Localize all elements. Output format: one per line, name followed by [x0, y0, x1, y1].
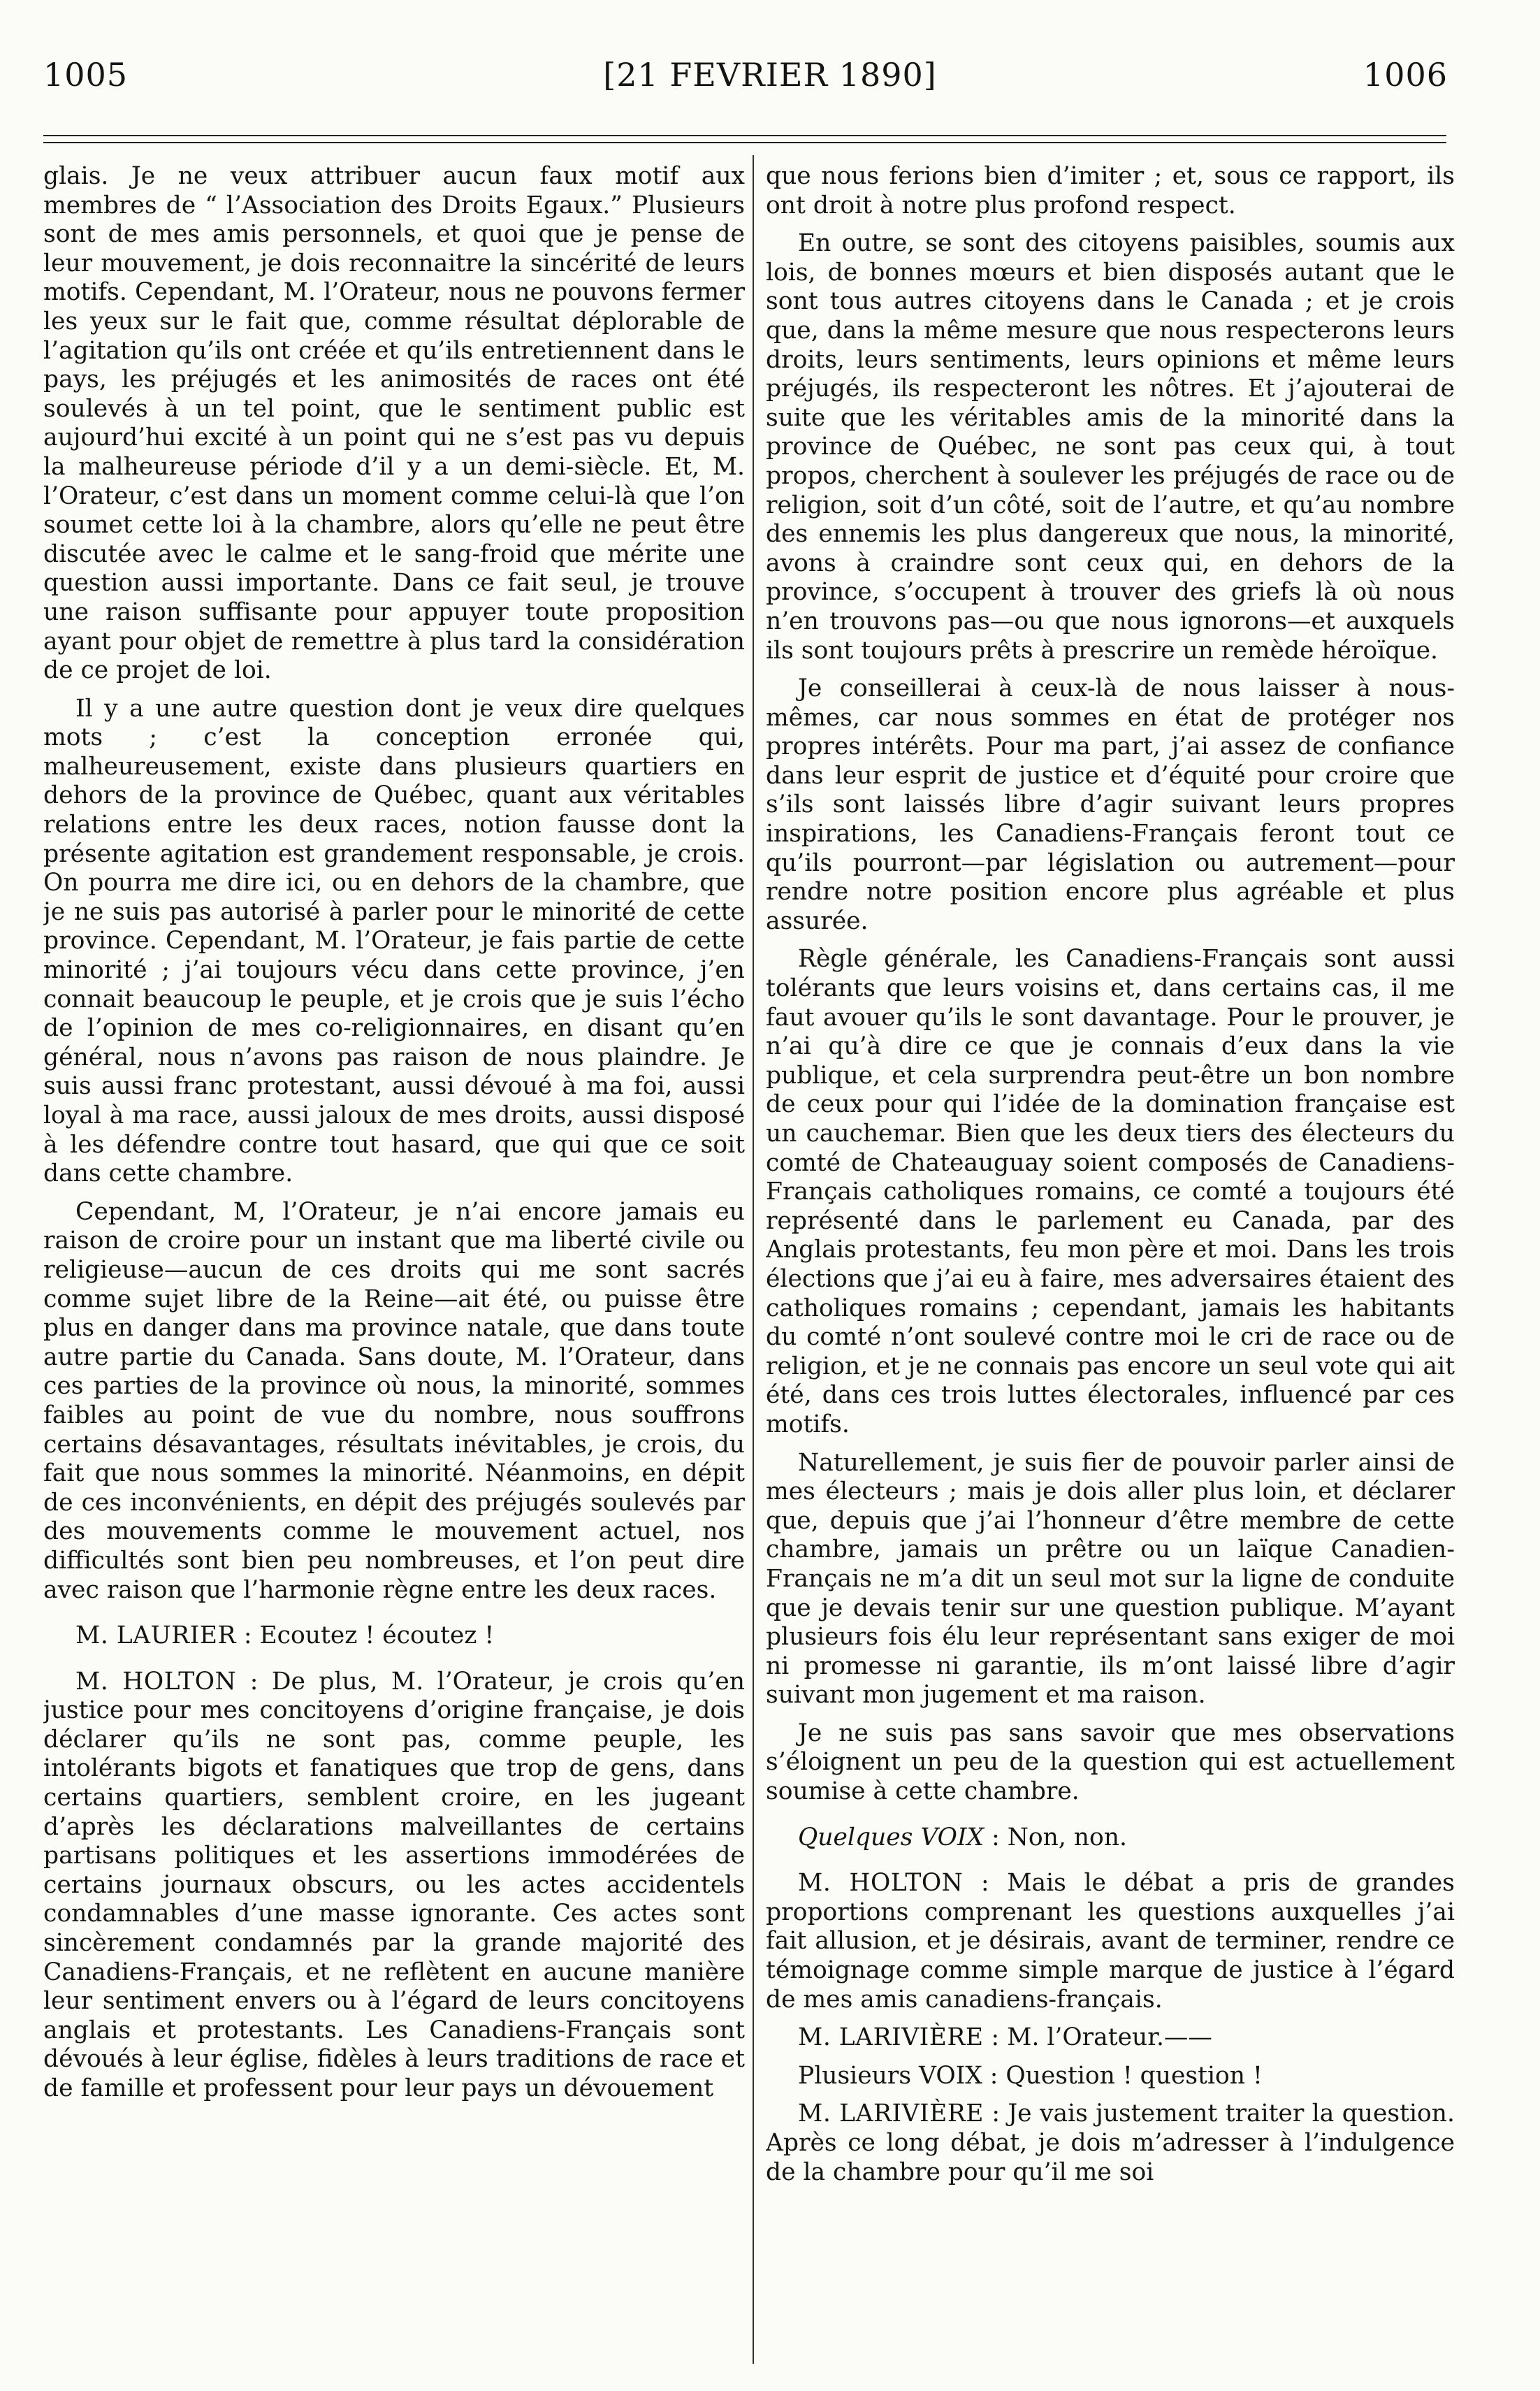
paragraph — [43, 162, 745, 686]
speaker-paragraph — [43, 1621, 745, 1651]
speaker-paragraph — [766, 1823, 1455, 1853]
paragraph-text: : De plus, M. l’Orateur, je crois qu’en justice pour mes concitoyens d’origine française, je dois déclarer qu’ils ne sont pas, comme peuple, les intolérants bigots et fanatiques que trop de gens, dans certains quartiers, semblent croire, en les jugeant d’après les déclarations malveillantes de certains partisans politiques et les assertions immodérées de certains journaux obscurs, ou les actes accidentels condamnables d’une masse ignorante. Ces actes sont sincèrement condamnés par la grande majorité des Canadiens-Français, et ne reflètent en aucune manière leur sentiment envers ou à l’égard de leurs concitoyens anglais et protestants. Les Canadiens-Français sont dévoués à leur église, fidèles à leurs traditions de race et de famille et professent pour leur pays un dévouement — [43, 1667, 745, 2102]
paragraph — [766, 162, 1455, 220]
speaker-paragraph — [766, 2023, 1455, 2053]
paragraph-text: Règle générale, les Canadiens-Français sont aussi tolérants que leurs voisins et, dans certains cas, il me faut avouer qu’ils le sont davantage. Pour le prouver, je n’ai qu’à dire ce que je connais d’eux dans la vie publique, et cela surprendra peut-être un bon nombre de ceux pour qui l’idée de la domination française est un cauchemar. Bien que les deux tiers des électeurs du comté de Chateauguay soient composés de Canadiens-Français catholiques romains, ce comté a toujours été représenté dans le parlement eu Canada, par des Anglais protestants, feu mon père et moi. Dans les trois élections que j’ai eu à faire, mes adversaires étaient des catholiques romains ; cependant, jamais les habitants du comté n’ont soulevé contre moi le cri de race ou de religion, et je ne connais pas encore un seul vote qui ait été, dans ces trois luttes électorales, influencé par ces motifs. — [766, 945, 1455, 1438]
paragraph-text: : Question ! question ! — [982, 2061, 1263, 2090]
paragraph-text: Cependant, M, l’Orateur, je n’ai encore jamais eu raison de croire pour un instant que ma liberté civile ou religieuse—aucun de ces droits qui me sont sacrés comme sujet libre de la Reine—ait été, ou puisse être plus en danger dans ma province natale, que dans toute autre partie du Canada. Sans doute, M. l’Orateur, dans ces parties de la province où nous, la minorité, sommes faibles au point de vue du nombre, nous souffrons certains désavantages, résultats inévitables, je crois, du fait que nous sommes la minorité. Néanmoins, en dépit de ces inconvénients, en dépit des préjugés soulevés par des mouvements comme le mouvement actuel, nos difficultés sont bien peu nombreuses, et l’on peut dire avec raison que l’harmonie règne entre les deux races. — [43, 1197, 745, 1604]
paragraph-text: Naturellement, je suis fier de pouvoir parler ainsi de mes électeurs ; mais je dois aller plus loin, et déclarer que, depuis que j’ai l’honneur d’être membre de cette chambre, jamais un prêtre ou un laïque Canadien-Français ne m’a dit un seul mot sur la ligne de conduite que je devais tenir sur une question publique. M’ayant plusieurs fois élu leur représentant sans exiger de moi ni promesse ni garantie, ils m’ont laissé libre d’agir suivant mon jugement et ma raison. — [766, 1448, 1455, 1710]
speaker-name: M. LAURIER — [75, 1621, 236, 1650]
paragraph — [43, 1198, 745, 1605]
page-number-right: 1006 — [1363, 56, 1448, 94]
paragraph-text: Je ne suis pas sans savoir que mes observations s’éloignent un peu de la question qui est actuellement soumise à cette chambre. — [766, 1719, 1455, 1806]
right-column — [766, 162, 1455, 2364]
speaker-name: M. HOLTON — [798, 1869, 964, 1898]
left-column — [43, 162, 745, 2364]
speaker-name: M. LARIVIÈRE — [798, 2100, 984, 2128]
paragraph — [766, 1719, 1455, 1807]
speaker-name: M. LARIVIÈRE — [798, 2023, 984, 2052]
speaker-name: Plusieurs VOIX — [798, 2061, 982, 2090]
header-rule-top — [43, 135, 1446, 136]
speaker-name: Quelques VOIX — [798, 1823, 985, 1851]
paragraph-text: Il y a une autre question dont je veux dire quelques mots ; c’est la conception erronée qui, malheureusement, existe dans plusieurs quartiers en dehors de la province de Québec, quant aux véritables relations entre les deux races, notion fausse dont la présente agitation est grandement responsable, je crois. On pourra me dire ici, ou en dehors de la chambre, que je ne suis pas autorisé à parler pour le minorité de cette province. Cependant, M. l’Orateur, je fais partie de cette minorité ; j’ai toujours vécu dans cette province, j’en connait beaucoup le peuple, et je crois que je suis l’écho de l’opinion de mes co-religionnaires, en disant qu’en général, nous n’avons pas raison de nous plaindre. Je suis aussi franc protestant, aussi dévoué à ma foi, aussi loyal à ma race, aussi jaloux de mes droits, aussi disposé à les défendre contre tout hasard, que qui que ce soit dans cette chambre. — [43, 694, 745, 1188]
paragraph-text: : Je vais justement traiter la question. Après ce long débat, je dois m’adresser à l’indulgence de la chambre pour qu’il me soi — [766, 2100, 1455, 2186]
paragraph — [766, 674, 1455, 936]
speaker-paragraph — [766, 2062, 1455, 2091]
paragraph-text: En outre, se sont des citoyens paisibles, soumis aux lois, de bonnes mœurs et bien disposés autant que le sont tous autres citoyens dans le Canada ; et je crois que, dans la même mesure que nous respecterons leurs droits, leurs sentiments, leurs opinions et même leurs préjugés, ils respecteront les nôtres. Et j’ajouterai de suite que les véritables amis de la minorité dans la province de Québec, ne sont pas ceux qui, à tout propos, cherchent à soulever les préjugés de race ou de religion, soit d’un côté, soit de l’autre, et qu’au nombre des ennemis les plus dangereux que nous, la minorité, avons à craindre sont ceux qui, en dehors de la province, s’occupent à trouver des griefs là où nous n’en trouvons pas—ou que nous ignorons—et auxquels ils sont toujours prêts à prescrire un remède héroïque. — [766, 229, 1455, 665]
paragraph-text: Je conseillerai à ceux-là de nous laisser à nous-mêmes, car nous sommes en état de protéger nos propres intérêts. Pour ma part, j’ai assez de confiance dans leur esprit de justice et d’équité pour croire que s’ils sont laissés libre d’agir suivant leurs propres inspirations, les Canadiens-Français feront tout ce qu’ils pourront—par législation ou autrement—pour rendre notre position encore plus agréable et plus assurée. — [766, 674, 1455, 935]
paragraph-text: : Non, non. — [984, 1823, 1127, 1851]
paragraph-text: : M. l’Orateur.—— — [983, 2023, 1212, 2052]
page-number-left: 1005 — [43, 56, 129, 94]
paragraph-text: que nous ferions bien d’imiter ; et, sous ce rapport, ils ont droit à notre plus profond respect. — [766, 162, 1455, 219]
paragraph-text: : Mais le débat a pris de grandes proportions comprenant les questions auxquelles j’ai fait allusion, et je désirais, avant de terminer, rendre ce témoignage comme simple marque de justice à l’égard de mes amis canadiens-français. — [766, 1869, 1455, 2014]
page-date: [21 FEVRIER 1890] — [603, 56, 937, 94]
header-rule-bottom — [43, 142, 1446, 143]
paragraph — [43, 695, 745, 1189]
speaker-paragraph — [766, 1869, 1455, 2014]
speaker-paragraph — [43, 1668, 745, 2104]
paragraph — [766, 945, 1455, 1439]
speaker-paragraph — [766, 2100, 1455, 2187]
paragraph — [766, 1449, 1455, 1710]
column-divider — [753, 155, 754, 2364]
paragraph — [766, 229, 1455, 665]
page-header — [0, 0, 1540, 105]
speaker-name: M. HOLTON — [75, 1667, 237, 1696]
paragraph-text: : Ecoutez ! écoutez ! — [235, 1621, 495, 1650]
paragraph-text: glais. Je ne veux attribuer aucun faux motif aux membres de “ l’Association des Droits Egaux.” Plusieurs sont de mes amis personnels, et quoi que je pense de leur mouvement, je dois reconnaitre la sincérité de leurs motifs. Cependant, M. l’Orateur, nous ne pouvons fermer les yeux sur le fait que, comme résultat déplorable de l’agitation qu’ils ont créée et qu’ils entretiennent dans le pays, les préjugés et les animosités de races ont été soulevés à un tel point, que le sentiment public est aujourd’hui excité à un point qui ne s’est pas vu depuis la malheureuse période d’il y a un demi-siècle. Et, M. l’Orateur, c’est dans un moment comme celui-là que l’on soumet cette loi à la chambre, alors qu’elle ne peut être discutée avec le calme et le sang-froid que mérite une question aussi importante. Dans ce fait seul, je trouve une raison suffisante pour appuyer toute proposition ayant pour objet de remettre à plus tard la considération de ce projet de loi. — [43, 162, 745, 685]
